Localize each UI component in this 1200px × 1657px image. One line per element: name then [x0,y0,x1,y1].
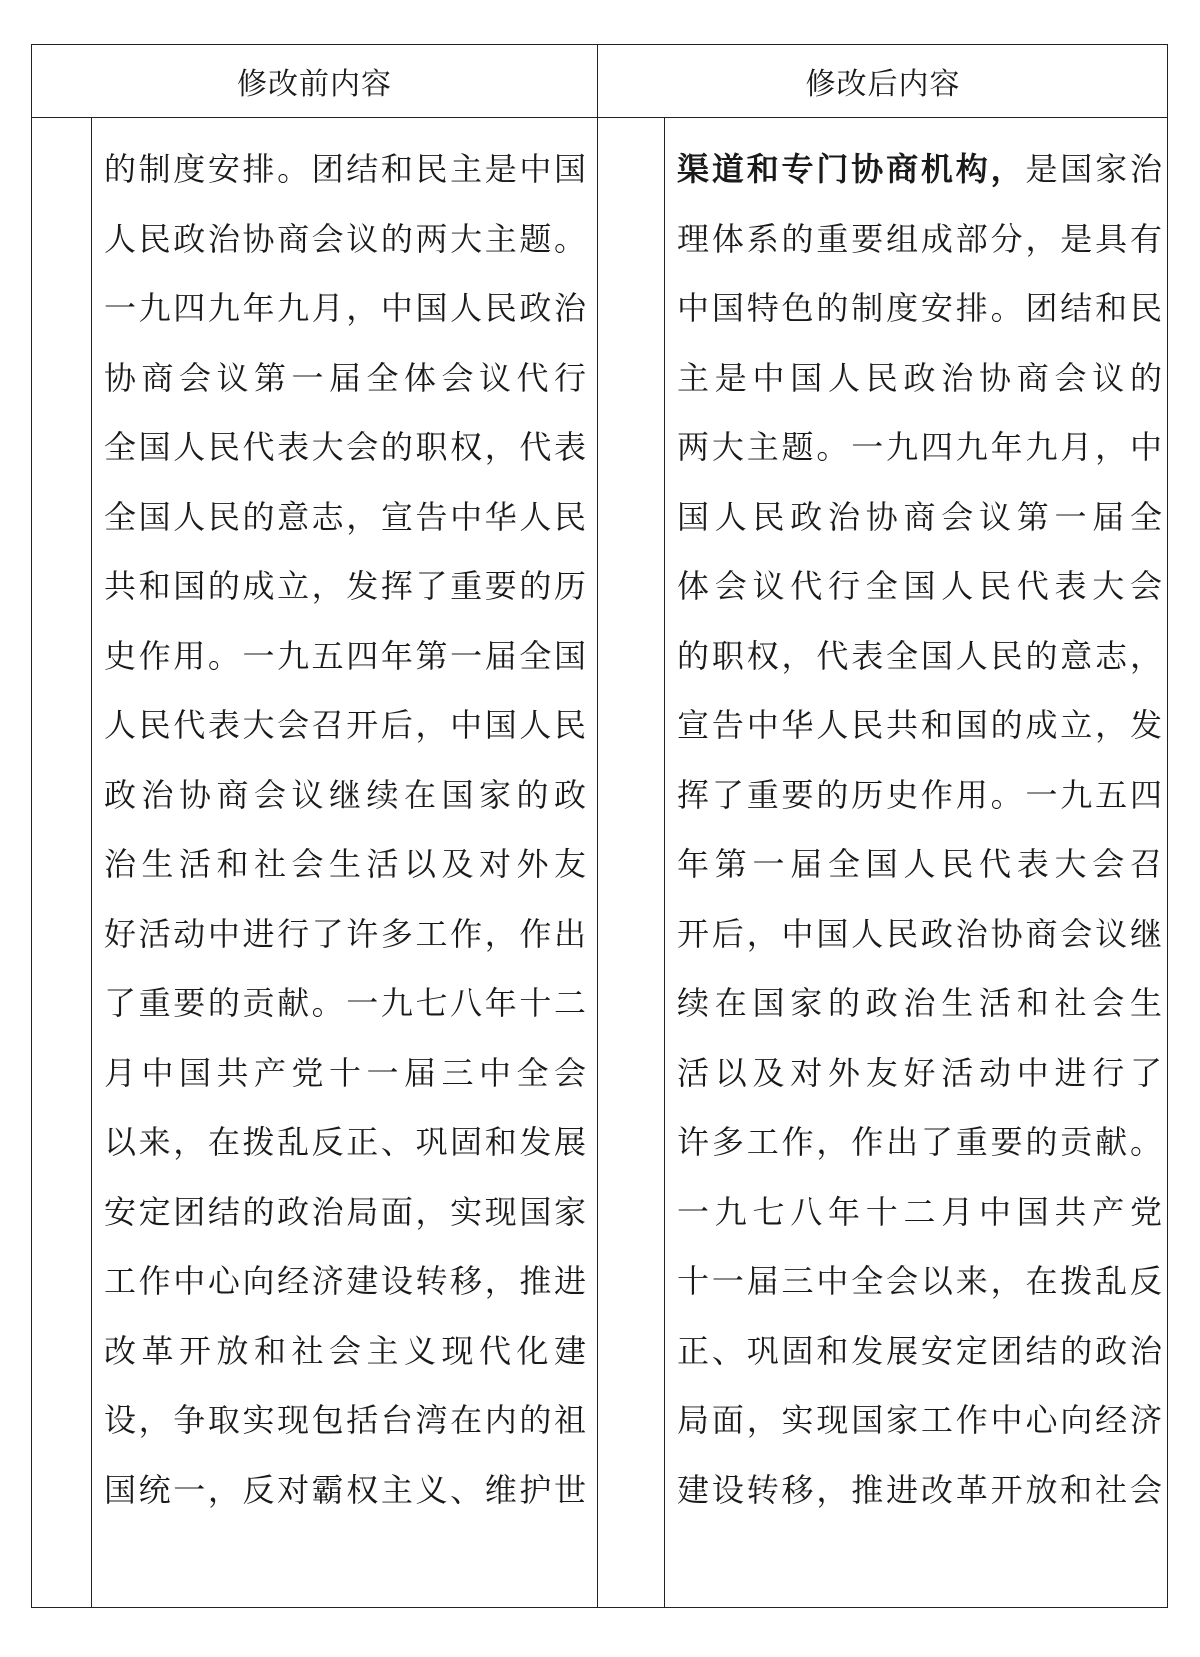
after-line: 续在国家的政治生活和社会生 [677,984,1162,1022]
header-divider [32,117,1167,118]
before-line: 好活动中进行了许多工作，作出 [104,914,586,953]
before-line: 史作用。一九五四年第一届全国 [104,636,586,675]
before-line: 的制度安排。团结和民主是中国 [104,150,586,188]
after-line: 主是中国人民政治协商会议的 [677,358,1162,397]
before-line: 一九四九年九月，中国人民政治 [104,289,586,327]
after-line: 十一届三中全会以来，在拨乱反 [677,1262,1162,1300]
after-line: 理体系的重要组成部分，是具有 [677,219,1162,258]
after-line: 年第一届全国人民代表大会召 [677,845,1162,883]
right-inner-divider [664,117,665,1607]
after-bold-text: 渠道和专门协商机构， [677,150,1026,188]
after-line: 许多工作，作出了重要的贡献。 [677,1123,1162,1161]
before-line: 工作中心向经济建设转移，推进 [104,1262,586,1300]
after-line: 宣告中华人民共和国的成立，发 [677,706,1162,744]
after-first-rest: 是国家治 [1025,150,1162,188]
after-line [677,135,1162,205]
header-before: 修改前内容 [237,67,392,102]
column-divider [597,45,598,1607]
before-line: 以来，在拨乱反正、巩固和发展 [104,1123,586,1161]
before-line: 人民政治协商会议的两大主题。 [104,219,586,258]
after-line: 一九七八年十二月中国共产党 [677,1192,1162,1231]
before-line: 改革开放和社会主义现代化建 [104,1331,586,1370]
after-line: 中国特色的制度安排。团结和民 [677,289,1162,327]
after-line: 建设转移，推进改革开放和社会 [677,1470,1162,1509]
before-line: 国统一，反对霸权主义、维护世 [104,1470,586,1509]
after-line: 两大主题。一九四九年九月，中 [677,428,1162,466]
before-line: 了重要的贡献。一九七八年十二 [104,984,586,1022]
after-line: 体会议代行全国人民代表大会 [677,567,1162,605]
before-line: 政治协商会议继续在国家的政 [104,775,586,814]
before-content [104,135,586,1525]
after-line: 局面，实现国家工作中心向经济 [677,1401,1162,1439]
before-line: 人民代表大会召开后，中国人民 [104,706,586,744]
after-line: 挥了重要的历史作用。一九五四 [677,775,1162,814]
left-inner-divider [91,117,92,1607]
before-line: 治生活和社会生活以及对外友 [104,845,586,883]
before-line: 全国人民代表大会的职权，代表 [104,428,586,466]
before-line: 共和国的成立，发挥了重要的历 [104,567,586,605]
before-line: 安定团结的政治局面，实现国家 [104,1192,586,1231]
comparison-table [31,44,1168,1608]
after-line: 国人民政治协商会议第一届全 [677,497,1162,536]
after-line: 的职权，代表全国人民的意志， [677,636,1162,675]
header-after: 修改后内容 [805,67,961,102]
before-line: 月中国共产党十一届三中全会 [104,1053,586,1092]
after-line: 活以及对外友好活动中进行了 [677,1053,1162,1092]
before-line: 协商会议第一届全体会议代行 [104,358,586,397]
before-line: 全国人民的意志，宣告中华人民 [104,497,586,536]
after-line: 正、巩固和发展安定团结的政治 [677,1331,1162,1370]
after-content [677,135,1162,1525]
after-line: 开后，中国人民政治协商会议继 [677,914,1162,953]
before-line: 设，争取实现包括台湾在内的祖 [104,1401,586,1439]
